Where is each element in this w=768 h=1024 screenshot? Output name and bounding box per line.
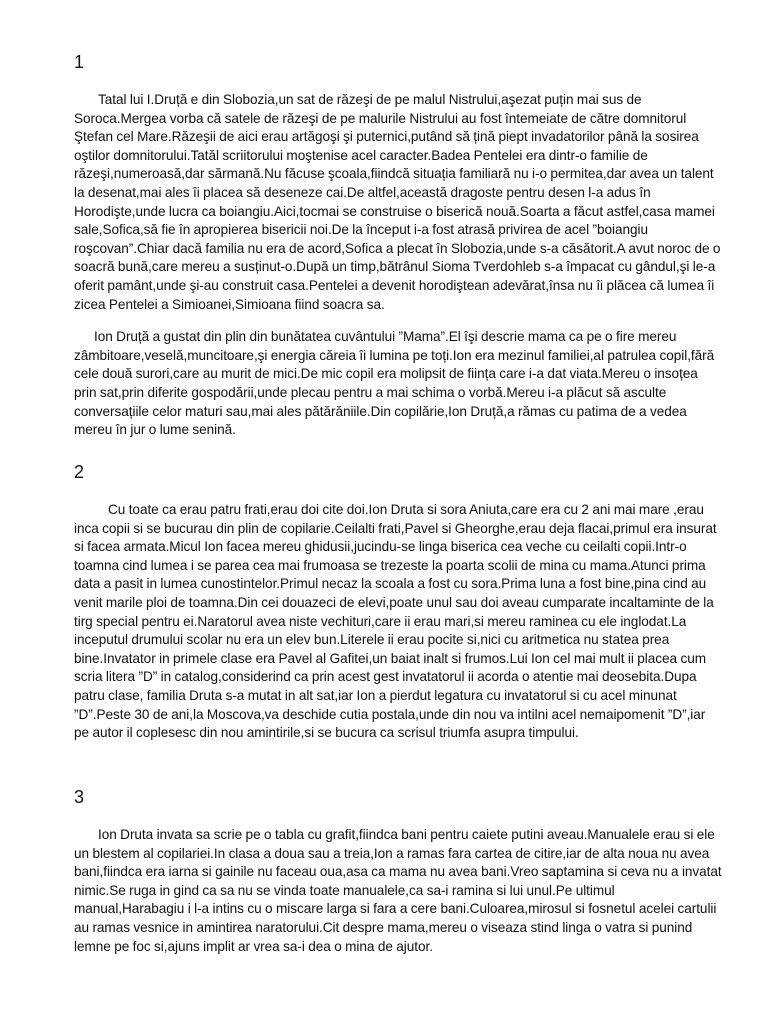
section-number: 1	[74, 52, 85, 72]
paragraph: Cu toate ca erau patru frati,erau doi cite doi.Ion Druta si sora Aniuta,care era cu 2 ani mai mare ,erau inca copii si se bucurau din plin de copilarie.Ceilalti frati,Pavel si Gheorghe,erau deja flacai,primul era insurat si facea armata.Micul Ion facea mereu ghidusii,jucindu-se linga biserica cea veche cu ceilalti copii.Intr-o toamna cind lumea i se parea cea mai frumoasa se trezeste la poarta scolii de mina cu mama.Atunci prima data a pasit in lumea cunostintelor.Primul necaz la scoala a fost cu sora.Prima luna a fost bine,pina cind au venit marile ploi de toamna.Din cei douazeci de elevi,poate unul sau doi aveau cumparate incaltaminte de la tirg special pentru ei.Naratorul avea niste vechituri,care ii erau mari,si mereu raminea cu ele inglodat.La inceputul drumului scolar nu era un elev bun.Literele ii erau pocite si,nici cu aritmetica nu statea prea bine.Invatator in primele clase era Pavel al Gafitei,un baiat inalt si frumos.Lui Ion cel mai mult ii placea cum scria litera ”D” in catalog,considerind ca prin acest gest invatatorul ii acorda o atentie mai deosebita.Dupa patru clase, familia Druta s-a mutat in alt sat,iar Ion a pierdut legatura cu invatatorul si cu acel minunat ”D”.Peste 30 de ani,la Moscova,va deschide cutia postala,unde din nou va intilni acel nemaipomenit ”D”,iar pe autor il coplesesc din nou amintirile,si se bucura ca scrisul triumfa asupra timpului.	[74, 502, 717, 741]
paragraph: Ion Druta invata sa scrie pe o tabla cu grafit,fiindca bani pentru caiete putini aveau.Manualele erau si ele un blestem al copilariei.In clasa a doua sau a treia,Ion a ramas fara cartea de citire,iar de alta noua nu avea bani,fiindca era iarna si gainile nu faceau oua,asa ca mama nu avea bani.Vreo saptamina si ceva nu a invatat nimic.Se ruga in gind ca sa nu se vinda toate manualele,ca sa-i ramina si lui unul.Pe ultimul manual,Harabagiu i l-a intins cu o miscare larga si fara a cere bani.Culoarea,mirosul si fosnetul acelei cartulii au ramas vesnice in amintirea naratorului.Cit despre mama,mereu o viseaza stind linga o vatra si punind lemne pe foc si,ajuns implit ar vrea sa-i dea o mina de ajutor.	[74, 827, 722, 954]
section-3	[74, 787, 722, 956]
section-number: 3	[74, 787, 85, 807]
section-number: 2	[74, 462, 85, 482]
paragraph: Tatal lui I.Druță e din Slobozia,un sat de răzeşi de pe malul Nistrului,aşezat puțin mai sus de Soroca.Mergea vorba că satele de răzeşi de pe malurile Nistrului au fost întemeiate de către domnitorul Ştefan cel Mare.Răzeşii de aici erau artăgoşi şi puternici,putând să țină piept invadatorilor până la sosirea oştilor domnitorului.Tatăl scriitorului moştenise acel caracter.Badea Pentelei era dintr-o familie de răzeşi,numeroasă,dar sărmană.Nu făcuse şcoala,fiindcă situația familiară nu i-o permitea,dar avea un talent la desenat,mai ales îi placea să deseneze cai.De altfel,această dragoste pentru desen l-a adus în Horodişte,unde lucra ca boiangiu.Aici,tocmai se construise o biserică nouă.Soarta a făcut astfel,casa mamei sale,Sofica,să fie în apropierea bisericii noi.De la început i-a fost atrasă privirea de acel ”boiangiu roşcovan”.Chiar dacă familia nu era de acord,Sofica a plecat în Slobozia,unde s-a căsătorit.A avut noroc de o soacră bună,care mereu a susținut-o.După un timp,bătrânul Sioma Tverdohleb s-a împacat cu gândul,şi le-a oferit pamânt,unde şi-au construit casa.Pentelei a devenit horodiştean adevărat,însa nu îi plăcea că lumea îi zicea Pentelei a Simioanei,Simioana fiind soacra sa.	[74, 92, 721, 312]
paragraph: Ion Druță a gustat din plin din bunătatea cuvântului ”Mama”.El îşi descrie mama ca pe o fire mereu zâmbitoare,veselă,muncitoare,şi energia căreia îi lumina pe toți.Ion era mezinul familiei,al patrulea copil,fără cele două surori,care au murit de mici.De mic copil era molipsit de ființa care i-a dat viata.Mereu o insoțea prin sat,prin diferite gospodării,unde plecau pentru a mai schima o vorbă.Mereu i-a plăcut să asculte conversațiile celor maturi sau,mai ales pătărăniile.Din copilărie,Ion Druță,a rămas cu patima de a vedea mereu în jur o lume senină.	[74, 329, 715, 438]
section-2	[74, 462, 722, 743]
section-1	[74, 52, 722, 440]
